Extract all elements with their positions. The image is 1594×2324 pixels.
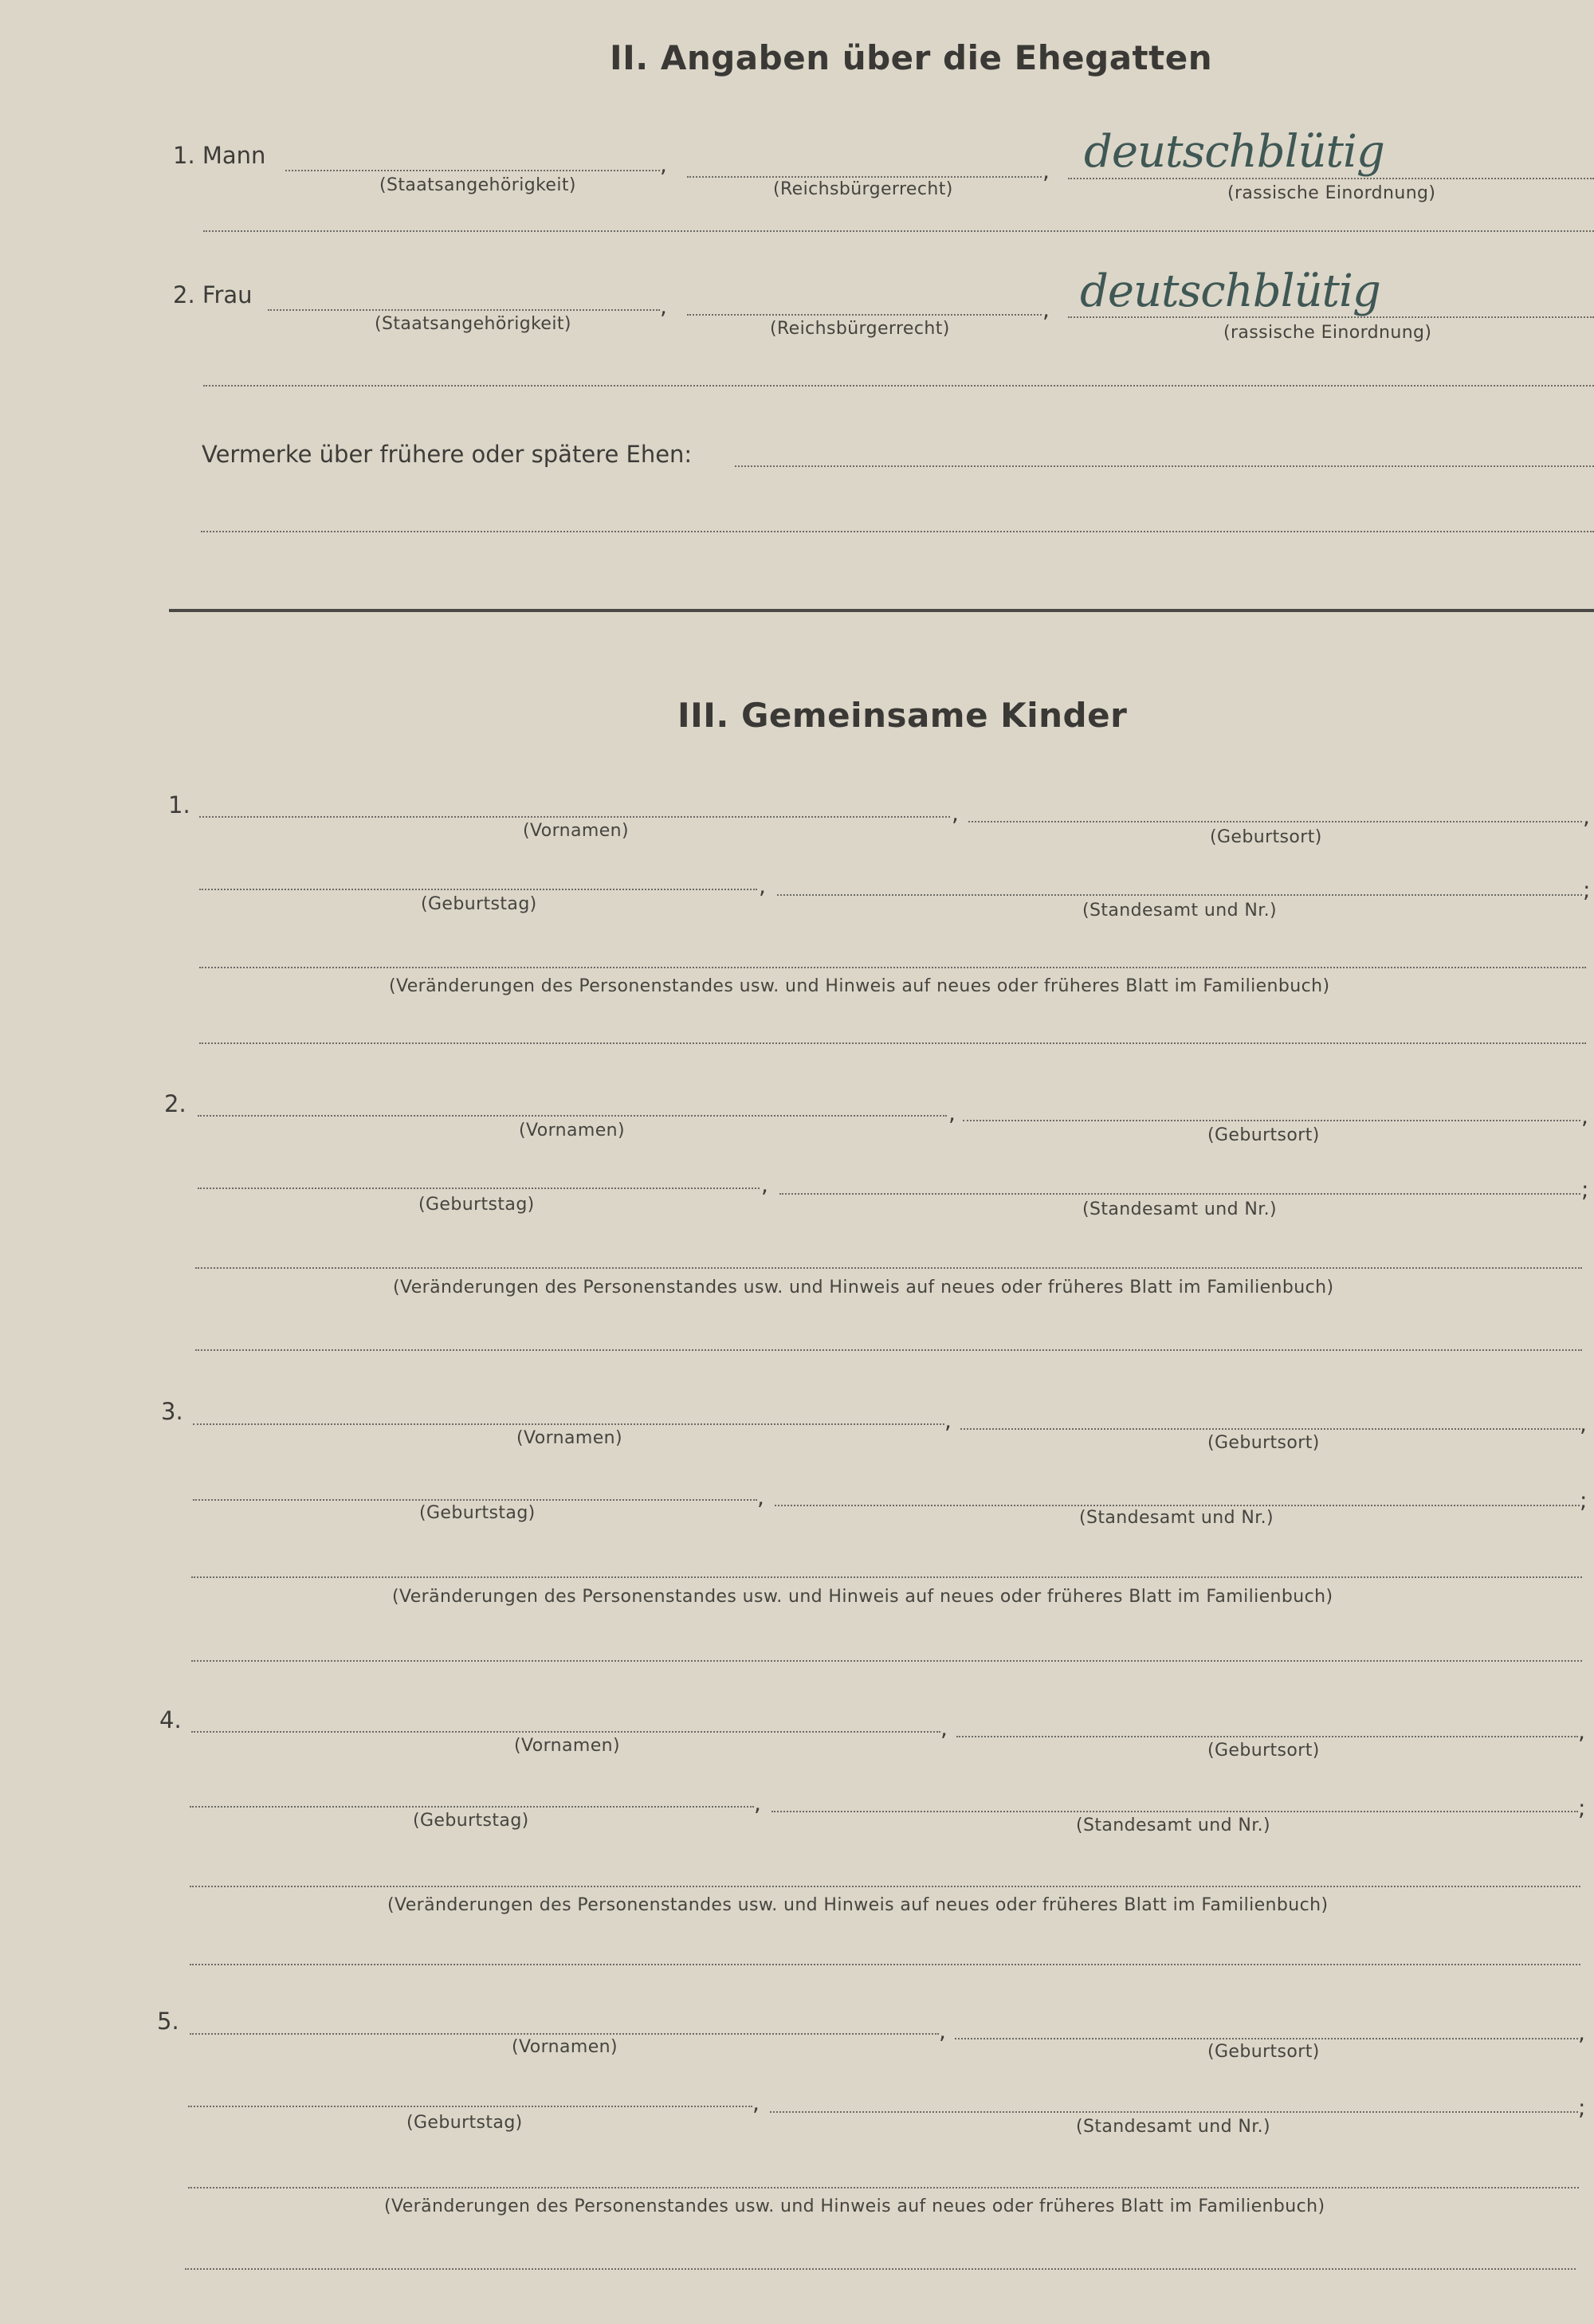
kind-caption-aenderungen: (Veränderungen des Personenstandes usw. und Hinweis auf neues oder früheres Blatt im Familienbuch) — [387, 1895, 1329, 1915]
kind-extra-line[interactable] — [199, 1042, 1586, 1044]
kind-caption-geburtstag: (Geburtstag) — [413, 1811, 529, 1831]
kind-vornamen-field[interactable] — [198, 1115, 947, 1117]
kind-geburtstag-field[interactable] — [198, 1188, 760, 1189]
vermerke-label: Vermerke über frühere oder spätere Ehen: — [202, 441, 693, 468]
kind-caption-aenderungen: (Veränderungen des Personenstandes usw. und Hinweis auf neues oder früheres Blatt im Familienbuch) — [384, 2196, 1325, 2216]
kind-extra-line[interactable] — [191, 1660, 1582, 1662]
kind-geburtsort-field[interactable] — [968, 821, 1582, 822]
kind-caption-geburtstag: (Geburtstag) — [419, 1503, 536, 1523]
kind-geburtsort-field[interactable] — [963, 1120, 1580, 1121]
kind-caption-geburtstag: (Geburtstag) — [406, 2113, 523, 2133]
kind-aenderungen-field[interactable] — [199, 967, 1586, 968]
kind-vornamen-field[interactable] — [193, 1423, 944, 1425]
kind-caption-standesamt: (Standesamt und Nr.) — [1076, 2117, 1270, 2137]
mann-extra-line[interactable] — [203, 230, 1594, 232]
kind-vornamen-field[interactable] — [191, 1731, 940, 1733]
kind-aenderungen-field[interactable] — [190, 1886, 1580, 1887]
vermerke-extra-line[interactable] — [201, 531, 1594, 532]
kind-standesamt-field[interactable] — [779, 1193, 1580, 1195]
kind-extra-line[interactable] — [195, 1349, 1582, 1351]
kind-number: 2. — [164, 1090, 186, 1117]
mann-reich-field[interactable] — [687, 176, 1042, 178]
frau-caption-staat: (Staatsangehörigkeit) — [375, 314, 571, 334]
kind-extra-line[interactable] — [190, 1964, 1580, 1965]
kind-number: 4. — [159, 1706, 182, 1733]
kind-geburtstag-field[interactable] — [190, 1806, 754, 1808]
kind-number: 3. — [161, 1398, 183, 1425]
kind-caption-standesamt: (Standesamt und Nr.) — [1082, 901, 1277, 921]
mann-caption-reich: (Reichsbürgerrecht) — [773, 179, 953, 199]
form-page: II. Angaben über die Ehegatten 1. Mann , , deutschblütig (Staatsangehörigkeit) (Reichsbürgerrecht) (rassische Einordnung) 2. Frau , , deutschblütig (Staatsangehörigkeit) (Reichsbürgerrecht) (rassische Einordnung) Vermerke über frühere oder spätere Ehen: III. Gemeinsame Kinder 1. , , (Vornamen) (Geburtsort) , ; (Geburtstag) (Standesamt und Nr.) (Veränderungen des Personenstandes usw. und Hinweis auf neues oder früheres Blatt im Familienbuch) 2. , , (Vornamen) (Geburtsort) , ; (Geburtstag) (Standesamt und Nr.) (Veränderungen des Personenstandes usw. und Hinweis auf neues oder früheres Blatt im Familienbuch) 3. , , (Vornamen) (Geburtsort) , ; (Geburtstag) (Standesamt und Nr.) (Veränderungen des Personenstandes usw. und Hinweis auf neues oder früheres Blatt im Familienbuch) 4. , , (Vornamen) (Geburtsort) , ; (Geburtstag) (Standesamt und Nr.) (Veränderungen des Personenstandes usw. und Hinweis auf neues oder früheres Blatt im Familienbuch) 5. , , (Vornamen) (Geburtsort) , ; (Geburtstag) (Standesamt und Nr.) (Veränderungen des Personenstandes usw. und Hinweis auf neues oder früheres Blatt im Familienbuch) — [0, 0, 1594, 2324]
kind-number: 1. — [168, 791, 190, 819]
kind-geburtstag-field[interactable] — [188, 2106, 752, 2107]
section-divider — [169, 609, 1594, 612]
vermerke-field[interactable] — [735, 465, 1594, 467]
mann-caption-rasse: (rassische Einordnung) — [1227, 183, 1436, 203]
frau-staat-field[interactable] — [268, 309, 660, 311]
kind-standesamt-field[interactable] — [777, 894, 1582, 896]
kind-aenderungen-field[interactable] — [195, 1267, 1582, 1269]
mann-staat-field[interactable] — [285, 170, 660, 171]
frau-caption-rasse: (rassische Einordnung) — [1223, 323, 1432, 343]
kind-caption-vornamen: (Vornamen) — [523, 821, 629, 841]
frau-reich-field[interactable] — [687, 314, 1042, 316]
kind-aenderungen-field[interactable] — [188, 2187, 1579, 2189]
section3-title: III. Gemeinsame Kinder — [677, 696, 1128, 735]
kind-geburtsort-field[interactable] — [956, 1736, 1578, 1737]
kind-caption-geburtstag: (Geburtstag) — [421, 894, 537, 914]
kind-geburtsort-field[interactable] — [955, 2038, 1578, 2039]
kind-caption-standesamt: (Standesamt und Nr.) — [1079, 1508, 1274, 1528]
kind-number: 5. — [157, 2008, 179, 2035]
kind-caption-vornamen: (Vornamen) — [516, 1428, 622, 1448]
kind-caption-geburtstag: (Geburtstag) — [418, 1195, 535, 1215]
mann-rasse-handwriting: deutschblütig — [1084, 126, 1384, 178]
kind-caption-aenderungen: (Veränderungen des Personenstandes usw. und Hinweis auf neues oder früheres Blatt im Familienbuch) — [393, 1278, 1334, 1297]
kind-vornamen-field[interactable] — [199, 816, 950, 818]
kind-aenderungen-field[interactable] — [191, 1576, 1582, 1578]
frau-rasse-handwriting: deutschblütig — [1080, 265, 1380, 317]
kind-caption-geburtsort: (Geburtsort) — [1207, 1741, 1320, 1761]
frau-caption-reich: (Reichsbürgerrecht) — [770, 319, 950, 339]
mann-rasse-field[interactable] — [1068, 178, 1594, 179]
kind-vornamen-field[interactable] — [190, 2033, 939, 2035]
kind-caption-geburtsort: (Geburtsort) — [1207, 1125, 1320, 1145]
kind-geburtstag-field[interactable] — [199, 889, 757, 890]
section2-title: II. Angaben über die Ehegatten — [610, 38, 1213, 77]
kind-standesamt-field[interactable] — [770, 2111, 1578, 2113]
kind-caption-geburtsort: (Geburtsort) — [1210, 827, 1322, 847]
mann-caption-staat: (Staatsangehörigkeit) — [379, 175, 576, 195]
kind-caption-geburtsort: (Geburtsort) — [1207, 1433, 1320, 1453]
kind-caption-standesamt: (Standesamt und Nr.) — [1082, 1199, 1277, 1219]
kind-caption-vornamen: (Vornamen) — [512, 2037, 618, 2057]
kind-caption-vornamen: (Vornamen) — [514, 1736, 620, 1756]
kind-caption-aenderungen: (Veränderungen des Personenstandes usw. und Hinweis auf neues oder früheres Blatt im Familienbuch) — [392, 1587, 1333, 1607]
kind-caption-vornamen: (Vornamen) — [519, 1121, 625, 1140]
mann-label: 1. Mann — [173, 142, 266, 169]
kind-standesamt-field[interactable] — [771, 1811, 1578, 1812]
kind-caption-aenderungen: (Veränderungen des Personenstandes usw. und Hinweis auf neues oder früheres Blatt im Familienbuch) — [389, 976, 1330, 996]
kind-standesamt-field[interactable] — [775, 1505, 1580, 1506]
frau-label: 2. Frau — [173, 281, 253, 308]
kind-geburtstag-field[interactable] — [193, 1499, 757, 1501]
kind-extra-line[interactable] — [185, 2268, 1576, 2270]
kind-caption-standesamt: (Standesamt und Nr.) — [1076, 1816, 1270, 1835]
frau-extra-line[interactable] — [203, 385, 1594, 387]
kind-caption-geburtsort: (Geburtsort) — [1207, 2042, 1320, 2062]
kind-geburtsort-field[interactable] — [960, 1428, 1580, 1430]
